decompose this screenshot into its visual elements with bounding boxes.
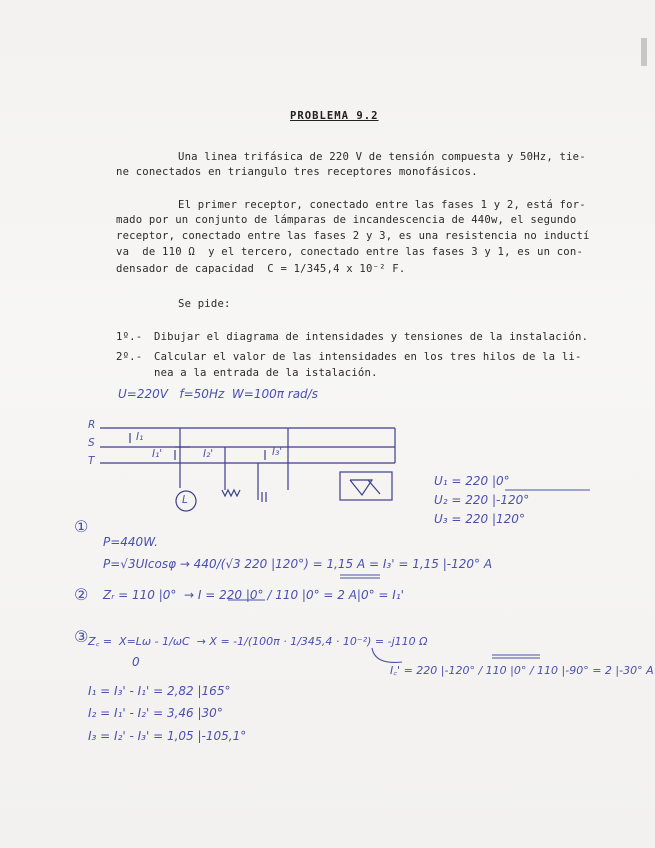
intro-line-2: ne conectados en triangulo tres receptores monofásicos. [116, 166, 478, 178]
step-3-current: I꜀' = 220 |-120° / 110 |0° / 110 |-90° = 2 |-30° A [390, 664, 654, 677]
givens: U=220V f=50Hz W=100π rad/s [118, 387, 318, 401]
current-top-3: I₂' [203, 448, 214, 460]
step-3-marker: ③ [74, 627, 89, 646]
voltage-U1: U₁ = 220 |0° [434, 474, 510, 488]
voltage-U3: U₃ = 220 |120° [434, 512, 525, 526]
phase-label-R: R [88, 419, 96, 431]
desc-line-3: receptor, conectado entre las fases 2 y 3, es una resistencia no inductí [116, 230, 590, 242]
step-3-equation: Z꜀ = X=Lω - 1/ωC → X = -1/(100π · 1/345,4 · 10⁻²) = -j110 Ω [88, 635, 428, 648]
ask-2-num: 2º.- [116, 351, 143, 363]
step-2-equation: Zᵣ = 110 |0° → I = 220 |0° / 110 |0° = 2 A|0° = I₁' [103, 588, 404, 602]
desc-line-1: El primer receptor, conectado entre las fases 1 y 2, está for- [178, 199, 586, 211]
desc-line-5: densador de capacidad C = 1/345,4 x 10⁻² F. [116, 263, 406, 275]
ask-2-text-2: nea a la entrada de la istalación. [154, 367, 378, 379]
problem-title: PROBLEMA 9.2 [290, 110, 379, 122]
intro-line-1: Una linea trifásica de 220 V de tensión compuesta y 50Hz, tie- [178, 151, 586, 163]
step-1-marker: ① [74, 517, 89, 536]
voltage-U2: U₂ = 220 |-120° [434, 493, 530, 507]
phase-label-T: T [88, 455, 95, 467]
ask-2-text-1: Calcular el valor de las intensidades en los tres hilos de la li- [154, 351, 582, 363]
step-3-zero: 0 [132, 655, 140, 669]
current-top-2: I₁' [152, 448, 163, 460]
step-2-marker: ② [74, 585, 89, 604]
step-1-equation: P=√3UIcosφ → 440/(√3 220 |120°) = 1,15 A = I₃' = 1,15 |-120° A [103, 557, 493, 571]
lamp-label: L [182, 494, 188, 506]
desc-line-4: va de 110 Ω y el tercero, conectado entre las fases 3 y 1, es un con- [116, 246, 584, 258]
ask-1-num: 1º.- [116, 331, 143, 343]
result-I2: I₂ = I₁' - I₂' = 3,46 |30° [88, 706, 223, 720]
step-1-power: P=440W. [103, 535, 158, 549]
current-top-1: I₁ [136, 431, 144, 443]
ask-1-text: Dibujar el diagrama de intensidades y tensiones de la instalación. [154, 331, 589, 343]
current-top-4: I₃' [272, 446, 283, 458]
result-I3: I₃ = I₂' - I₃' = 1,05 |-105,1° [88, 729, 247, 743]
desc-line-2: mado por un conjunto de lámparas de incandescencia de 440w, el segundo [116, 214, 577, 226]
asks-label: Se pide: [178, 298, 231, 310]
phase-label-S: S [88, 437, 95, 449]
result-I1: I₁ = I₃' - I₁' = 2,82 |165° [88, 684, 231, 698]
